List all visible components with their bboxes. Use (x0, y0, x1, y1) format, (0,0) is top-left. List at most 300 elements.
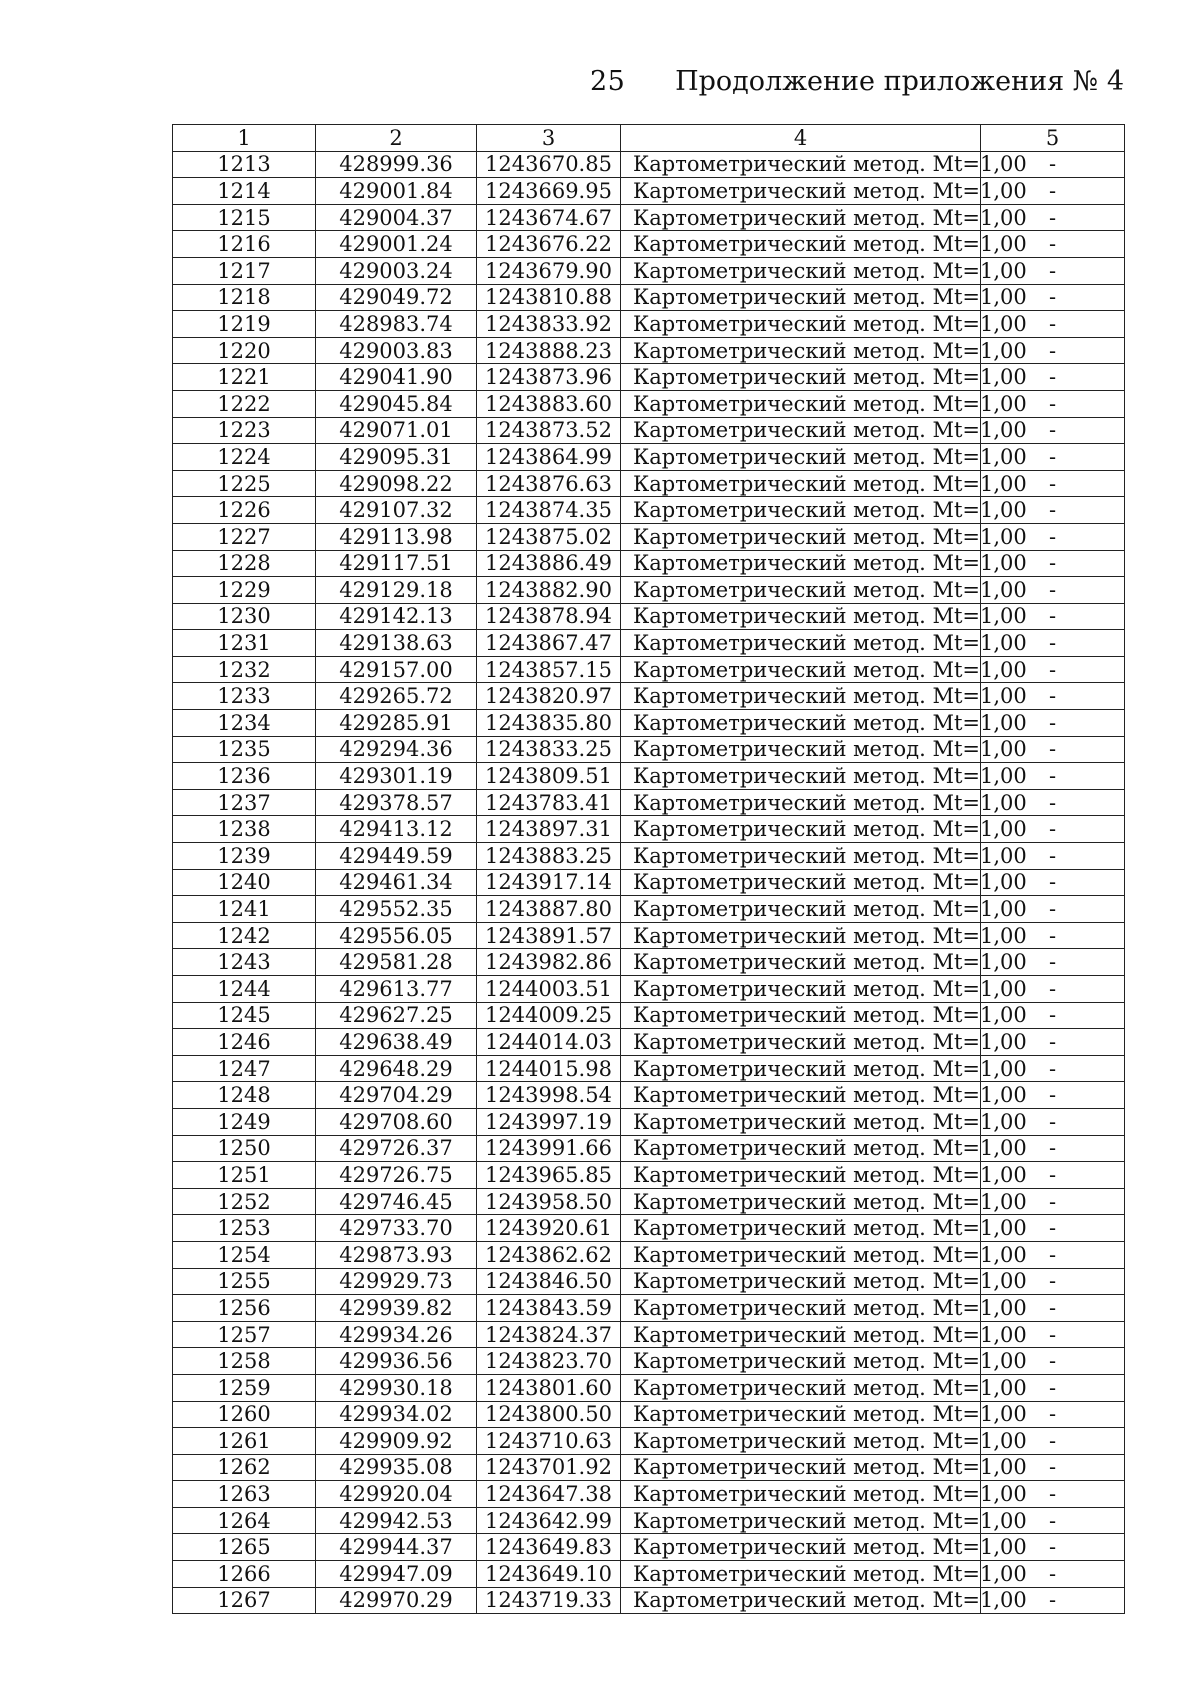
coordinate-x-cell: 429613.77 (316, 976, 477, 1003)
method-description-cell: Картометрический метод. Mt=1,00 (621, 976, 981, 1003)
coordinate-x-cell: 429449.59 (316, 843, 477, 870)
method-description-cell: Картометрический метод. Mt=1,00 (621, 1002, 981, 1029)
coordinate-x-cell: 429117.51 (316, 550, 477, 577)
coordinate-x-cell: 429138.63 (316, 630, 477, 657)
note-cell: - (981, 1188, 1125, 1215)
coordinate-y-cell: 1243873.52 (477, 417, 621, 444)
point-number-cell: 1237 (173, 789, 316, 816)
coordinate-x-cell: 429930.18 (316, 1374, 477, 1401)
point-number-cell: 1213 (173, 151, 316, 178)
coordinate-y-cell: 1243783.41 (477, 789, 621, 816)
coordinate-x-cell: 429726.75 (316, 1162, 477, 1189)
coordinate-y-cell: 1243876.63 (477, 470, 621, 497)
note-cell: - (981, 1321, 1125, 1348)
method-description-cell: Картометрический метод. Mt=1,00 (621, 1481, 981, 1508)
column-header-3: 3 (477, 125, 621, 152)
method-description-cell: Картометрический метод. Mt=1,00 (621, 630, 981, 657)
method-description-cell: Картометрический метод. Mt=1,00 (621, 178, 981, 205)
coordinate-y-cell: 1243864.99 (477, 444, 621, 471)
coordinate-x-cell: 429942.53 (316, 1507, 477, 1534)
coordinate-y-cell: 1243843.59 (477, 1295, 621, 1322)
note-cell: - (981, 1428, 1125, 1455)
point-number-cell: 1260 (173, 1401, 316, 1428)
table-row (173, 1428, 1125, 1455)
table-row (173, 497, 1125, 524)
note-cell: - (981, 1082, 1125, 1109)
method-description-cell: Картометрический метод. Mt=1,00 (621, 763, 981, 790)
coordinate-y-cell: 1243647.38 (477, 1481, 621, 1508)
point-number-cell: 1258 (173, 1348, 316, 1375)
coordinate-y-cell: 1244015.98 (477, 1055, 621, 1082)
table-row (173, 151, 1125, 178)
coordinate-x-cell: 428983.74 (316, 311, 477, 338)
table-row (173, 896, 1125, 923)
table-row (173, 1295, 1125, 1322)
coordinate-x-cell: 429142.13 (316, 603, 477, 630)
coordinate-y-cell: 1243878.94 (477, 603, 621, 630)
method-description-cell: Картометрический метод. Mt=1,00 (621, 523, 981, 550)
table-row (173, 470, 1125, 497)
table-row (173, 1162, 1125, 1189)
table-row (173, 816, 1125, 843)
note-cell: - (981, 178, 1125, 205)
coordinate-y-cell: 1243674.67 (477, 204, 621, 231)
note-cell: - (981, 204, 1125, 231)
method-description-cell: Картометрический метод. Mt=1,00 (621, 1029, 981, 1056)
method-description-cell: Картометрический метод. Mt=1,00 (621, 1374, 981, 1401)
coordinate-x-cell: 429294.36 (316, 736, 477, 763)
method-description-cell: Картометрический метод. Mt=1,00 (621, 789, 981, 816)
coordinate-x-cell: 429285.91 (316, 710, 477, 737)
table-row (173, 523, 1125, 550)
coordinate-y-cell: 1243882.90 (477, 577, 621, 604)
point-number-cell: 1238 (173, 816, 316, 843)
point-number-cell: 1221 (173, 364, 316, 391)
method-description-cell: Картометрический метод. Mt=1,00 (621, 1215, 981, 1242)
coordinate-y-cell: 1243891.57 (477, 922, 621, 949)
table-row (173, 1188, 1125, 1215)
method-description-cell: Картометрический метод. Mt=1,00 (621, 1321, 981, 1348)
note-cell: - (981, 1268, 1125, 1295)
coordinate-y-cell: 1244003.51 (477, 976, 621, 1003)
method-description-cell: Картометрический метод. Mt=1,00 (621, 603, 981, 630)
coordinate-y-cell: 1243997.19 (477, 1108, 621, 1135)
note-cell: - (981, 1162, 1125, 1189)
note-cell: - (981, 1055, 1125, 1082)
table-row (173, 976, 1125, 1003)
method-description-cell: Картометрический метод. Mt=1,00 (621, 683, 981, 710)
coordinate-y-cell: 1243801.60 (477, 1374, 621, 1401)
table-row (173, 869, 1125, 896)
table-row (173, 284, 1125, 311)
coordinate-x-cell: 429947.09 (316, 1561, 477, 1588)
coordinate-x-cell: 429265.72 (316, 683, 477, 710)
coordinate-x-cell: 429378.57 (316, 789, 477, 816)
note-cell: - (981, 284, 1125, 311)
coordinate-y-cell: 1243991.66 (477, 1135, 621, 1162)
page-heading: Продолжение приложения № 4 (675, 66, 1124, 97)
point-number-cell: 1228 (173, 550, 316, 577)
point-number-cell: 1251 (173, 1162, 316, 1189)
coordinate-y-cell: 1243867.47 (477, 630, 621, 657)
note-cell: - (981, 816, 1125, 843)
point-number-cell: 1266 (173, 1561, 316, 1588)
table-row (173, 710, 1125, 737)
coordinate-y-cell: 1243835.80 (477, 710, 621, 737)
table-row (173, 1401, 1125, 1428)
note-cell: - (981, 550, 1125, 577)
coordinate-x-cell: 429708.60 (316, 1108, 477, 1135)
point-number-cell: 1247 (173, 1055, 316, 1082)
method-description-cell: Картометрический метод. Mt=1,00 (621, 390, 981, 417)
note-cell: - (981, 1135, 1125, 1162)
method-description-cell: Картометрический метод. Mt=1,00 (621, 151, 981, 178)
point-number-cell: 1259 (173, 1374, 316, 1401)
point-number-cell: 1246 (173, 1029, 316, 1056)
point-number-cell: 1253 (173, 1215, 316, 1242)
method-description-cell: Картометрический метод. Mt=1,00 (621, 1454, 981, 1481)
point-number-cell: 1249 (173, 1108, 316, 1135)
note-cell: - (981, 497, 1125, 524)
point-number-cell: 1219 (173, 311, 316, 338)
coordinate-y-cell: 1243833.25 (477, 736, 621, 763)
coordinates-table (172, 124, 1125, 1614)
table-row (173, 736, 1125, 763)
table-row (173, 364, 1125, 391)
table-row (173, 204, 1125, 231)
method-description-cell: Картометрический метод. Mt=1,00 (621, 816, 981, 843)
note-cell: - (981, 417, 1125, 444)
table-row (173, 1481, 1125, 1508)
coordinate-x-cell: 429638.49 (316, 1029, 477, 1056)
coordinate-x-cell: 429071.01 (316, 417, 477, 444)
note-cell: - (981, 231, 1125, 258)
method-description-cell: Картометрический метод. Mt=1,00 (621, 284, 981, 311)
table-row (173, 1534, 1125, 1561)
coordinate-x-cell: 429413.12 (316, 816, 477, 843)
coordinate-y-cell: 1243897.31 (477, 816, 621, 843)
note-cell: - (981, 1348, 1125, 1375)
point-number-cell: 1263 (173, 1481, 316, 1508)
point-number-cell: 1267 (173, 1587, 316, 1614)
note-cell: - (981, 1241, 1125, 1268)
coordinate-y-cell: 1243920.61 (477, 1215, 621, 1242)
coordinate-x-cell: 429157.00 (316, 656, 477, 683)
coordinate-y-cell: 1243810.88 (477, 284, 621, 311)
point-number-cell: 1241 (173, 896, 316, 923)
point-number-cell: 1233 (173, 683, 316, 710)
table-row (173, 1321, 1125, 1348)
method-description-cell: Картометрический метод. Mt=1,00 (621, 736, 981, 763)
coordinate-x-cell: 429939.82 (316, 1295, 477, 1322)
coordinate-y-cell: 1243857.15 (477, 656, 621, 683)
table-row (173, 417, 1125, 444)
method-description-cell: Картометрический метод. Mt=1,00 (621, 922, 981, 949)
point-number-cell: 1234 (173, 710, 316, 737)
note-cell: - (981, 1215, 1125, 1242)
method-description-cell: Картометрический метод. Mt=1,00 (621, 257, 981, 284)
point-number-cell: 1256 (173, 1295, 316, 1322)
method-description-cell: Картометрический метод. Mt=1,00 (621, 231, 981, 258)
method-description-cell: Картометрический метод. Mt=1,00 (621, 949, 981, 976)
coordinate-x-cell: 429746.45 (316, 1188, 477, 1215)
coordinate-x-cell: 429098.22 (316, 470, 477, 497)
coordinate-x-cell: 429934.02 (316, 1401, 477, 1428)
coordinate-y-cell: 1243862.62 (477, 1241, 621, 1268)
point-number-cell: 1225 (173, 470, 316, 497)
table-row (173, 763, 1125, 790)
table-row (173, 1002, 1125, 1029)
method-description-cell: Картометрический метод. Mt=1,00 (621, 1587, 981, 1614)
table-row (173, 390, 1125, 417)
coordinate-y-cell: 1243965.85 (477, 1162, 621, 1189)
table-row (173, 1108, 1125, 1135)
method-description-cell: Картометрический метод. Mt=1,00 (621, 1188, 981, 1215)
point-number-cell: 1217 (173, 257, 316, 284)
table-row (173, 1374, 1125, 1401)
point-number-cell: 1230 (173, 603, 316, 630)
coordinate-y-cell: 1243998.54 (477, 1082, 621, 1109)
coordinate-y-cell: 1243846.50 (477, 1268, 621, 1295)
coordinate-x-cell: 429920.04 (316, 1481, 477, 1508)
column-header-5: 5 (981, 125, 1125, 152)
table-row (173, 656, 1125, 683)
coordinate-y-cell: 1243875.02 (477, 523, 621, 550)
coordinate-y-cell: 1243917.14 (477, 869, 621, 896)
table-header-row (173, 125, 1125, 152)
coordinate-x-cell: 429944.37 (316, 1534, 477, 1561)
coordinate-y-cell: 1243883.60 (477, 390, 621, 417)
point-number-cell: 1226 (173, 497, 316, 524)
method-description-cell: Картометрический метод. Mt=1,00 (621, 417, 981, 444)
note-cell: - (981, 1374, 1125, 1401)
note-cell: - (981, 843, 1125, 870)
coordinate-x-cell: 429045.84 (316, 390, 477, 417)
coordinate-x-cell: 429003.83 (316, 337, 477, 364)
table-row (173, 311, 1125, 338)
table-row (173, 1082, 1125, 1109)
coordinate-x-cell: 429733.70 (316, 1215, 477, 1242)
table-row (173, 949, 1125, 976)
note-cell: - (981, 311, 1125, 338)
coordinate-y-cell: 1243649.83 (477, 1534, 621, 1561)
coordinate-y-cell: 1243958.50 (477, 1188, 621, 1215)
point-number-cell: 1242 (173, 922, 316, 949)
coordinate-y-cell: 1243982.86 (477, 949, 621, 976)
coordinate-x-cell: 429041.90 (316, 364, 477, 391)
point-number-cell: 1240 (173, 869, 316, 896)
coordinate-y-cell: 1243824.37 (477, 1321, 621, 1348)
table-row (173, 337, 1125, 364)
point-number-cell: 1243 (173, 949, 316, 976)
coordinate-y-cell: 1243649.10 (477, 1561, 621, 1588)
point-number-cell: 1248 (173, 1082, 316, 1109)
note-cell: - (981, 976, 1125, 1003)
note-cell: - (981, 869, 1125, 896)
method-description-cell: Картометрический метод. Mt=1,00 (621, 1401, 981, 1428)
coordinate-y-cell: 1243820.97 (477, 683, 621, 710)
coordinate-x-cell: 429113.98 (316, 523, 477, 550)
table-row (173, 1348, 1125, 1375)
method-description-cell: Картометрический метод. Mt=1,00 (621, 1534, 981, 1561)
method-description-cell: Картометрический метод. Mt=1,00 (621, 1428, 981, 1455)
note-cell: - (981, 896, 1125, 923)
method-description-cell: Картометрический метод. Mt=1,00 (621, 1507, 981, 1534)
coordinate-x-cell: 429704.29 (316, 1082, 477, 1109)
coordinate-y-cell: 1243669.95 (477, 178, 621, 205)
coordinate-y-cell: 1243642.99 (477, 1507, 621, 1534)
note-cell: - (981, 364, 1125, 391)
coordinate-y-cell: 1244009.25 (477, 1002, 621, 1029)
point-number-cell: 1257 (173, 1321, 316, 1348)
coordinate-x-cell: 429552.35 (316, 896, 477, 923)
coordinate-y-cell: 1243701.92 (477, 1454, 621, 1481)
method-description-cell: Картометрический метод. Mt=1,00 (621, 710, 981, 737)
coordinate-x-cell: 429970.29 (316, 1587, 477, 1614)
point-number-cell: 1235 (173, 736, 316, 763)
coordinate-x-cell: 429726.37 (316, 1135, 477, 1162)
method-description-cell: Картометрический метод. Mt=1,00 (621, 1295, 981, 1322)
coordinate-y-cell: 1243883.25 (477, 843, 621, 870)
coordinate-x-cell: 429049.72 (316, 284, 477, 311)
method-description-cell: Картометрический метод. Mt=1,00 (621, 1055, 981, 1082)
point-number-cell: 1261 (173, 1428, 316, 1455)
point-number-cell: 1236 (173, 763, 316, 790)
table-row (173, 1587, 1125, 1614)
method-description-cell: Картометрический метод. Mt=1,00 (621, 843, 981, 870)
method-description-cell: Картометрический метод. Mt=1,00 (621, 1108, 981, 1135)
method-description-cell: Картометрический метод. Mt=1,00 (621, 1162, 981, 1189)
note-cell: - (981, 789, 1125, 816)
coordinate-x-cell: 429581.28 (316, 949, 477, 976)
point-number-cell: 1232 (173, 656, 316, 683)
table-row (173, 1055, 1125, 1082)
coordinate-x-cell: 429909.92 (316, 1428, 477, 1455)
table-row (173, 1135, 1125, 1162)
coordinate-x-cell: 429929.73 (316, 1268, 477, 1295)
note-cell: - (981, 523, 1125, 550)
note-cell: - (981, 390, 1125, 417)
coordinate-x-cell: 429129.18 (316, 577, 477, 604)
table-row (173, 603, 1125, 630)
point-number-cell: 1223 (173, 417, 316, 444)
point-number-cell: 1262 (173, 1454, 316, 1481)
point-number-cell: 1227 (173, 523, 316, 550)
table-row (173, 577, 1125, 604)
note-cell: - (981, 1108, 1125, 1135)
note-cell: - (981, 1561, 1125, 1588)
method-description-cell: Картометрический метод. Mt=1,00 (621, 550, 981, 577)
coordinate-y-cell: 1243809.51 (477, 763, 621, 790)
note-cell: - (981, 151, 1125, 178)
coordinate-x-cell: 429001.84 (316, 178, 477, 205)
coordinate-x-cell: 429935.08 (316, 1454, 477, 1481)
table-row (173, 683, 1125, 710)
coordinate-y-cell: 1243888.23 (477, 337, 621, 364)
note-cell: - (981, 1295, 1125, 1322)
coordinate-x-cell: 429461.34 (316, 869, 477, 896)
note-cell: - (981, 683, 1125, 710)
table-row (173, 1241, 1125, 1268)
method-description-cell: Картометрический метод. Mt=1,00 (621, 1241, 981, 1268)
table-row (173, 1029, 1125, 1056)
note-cell: - (981, 470, 1125, 497)
table-body (173, 151, 1125, 1614)
point-number-cell: 1216 (173, 231, 316, 258)
table-row (173, 630, 1125, 657)
note-cell: - (981, 577, 1125, 604)
note-cell: - (981, 444, 1125, 471)
point-number-cell: 1252 (173, 1188, 316, 1215)
coordinate-y-cell: 1243679.90 (477, 257, 621, 284)
coordinate-y-cell: 1243800.50 (477, 1401, 621, 1428)
note-cell: - (981, 949, 1125, 976)
note-cell: - (981, 1401, 1125, 1428)
coordinate-y-cell: 1243887.80 (477, 896, 621, 923)
method-description-cell: Картометрический метод. Mt=1,00 (621, 470, 981, 497)
note-cell: - (981, 710, 1125, 737)
coordinate-y-cell: 1244014.03 (477, 1029, 621, 1056)
point-number-cell: 1222 (173, 390, 316, 417)
method-description-cell: Картометрический метод. Mt=1,00 (621, 656, 981, 683)
point-number-cell: 1218 (173, 284, 316, 311)
coordinate-y-cell: 1243719.33 (477, 1587, 621, 1614)
note-cell: - (981, 922, 1125, 949)
point-number-cell: 1265 (173, 1534, 316, 1561)
point-number-cell: 1224 (173, 444, 316, 471)
coordinate-x-cell: 429934.26 (316, 1321, 477, 1348)
note-cell: - (981, 763, 1125, 790)
table-row (173, 1268, 1125, 1295)
note-cell: - (981, 1002, 1125, 1029)
coordinate-y-cell: 1243833.92 (477, 311, 621, 338)
page-number: 25 (590, 66, 626, 97)
coordinate-x-cell: 428999.36 (316, 151, 477, 178)
point-number-cell: 1214 (173, 178, 316, 205)
method-description-cell: Картометрический метод. Mt=1,00 (621, 364, 981, 391)
coordinate-x-cell: 429107.32 (316, 497, 477, 524)
coordinate-x-cell: 429004.37 (316, 204, 477, 231)
coordinate-x-cell: 429936.56 (316, 1348, 477, 1375)
table-row (173, 1215, 1125, 1242)
coordinate-x-cell: 429627.25 (316, 1002, 477, 1029)
column-header-1: 1 (173, 125, 316, 152)
point-number-cell: 1220 (173, 337, 316, 364)
table-row (173, 789, 1125, 816)
table-row (173, 257, 1125, 284)
point-number-cell: 1254 (173, 1241, 316, 1268)
method-description-cell: Картометрический метод. Mt=1,00 (621, 337, 981, 364)
note-cell: - (981, 1481, 1125, 1508)
coordinate-x-cell: 429003.24 (316, 257, 477, 284)
table-row (173, 444, 1125, 471)
method-description-cell: Картометрический метод. Mt=1,00 (621, 1135, 981, 1162)
point-number-cell: 1245 (173, 1002, 316, 1029)
coordinate-y-cell: 1243886.49 (477, 550, 621, 577)
coordinate-x-cell: 429095.31 (316, 444, 477, 471)
coordinate-y-cell: 1243710.63 (477, 1428, 621, 1455)
method-description-cell: Картометрический метод. Mt=1,00 (621, 896, 981, 923)
method-description-cell: Картометрический метод. Mt=1,00 (621, 444, 981, 471)
coordinate-y-cell: 1243873.96 (477, 364, 621, 391)
note-cell: - (981, 630, 1125, 657)
note-cell: - (981, 736, 1125, 763)
note-cell: - (981, 1534, 1125, 1561)
column-header-2: 2 (316, 125, 477, 152)
point-number-cell: 1255 (173, 1268, 316, 1295)
point-number-cell: 1215 (173, 204, 316, 231)
method-description-cell: Картометрический метод. Mt=1,00 (621, 497, 981, 524)
